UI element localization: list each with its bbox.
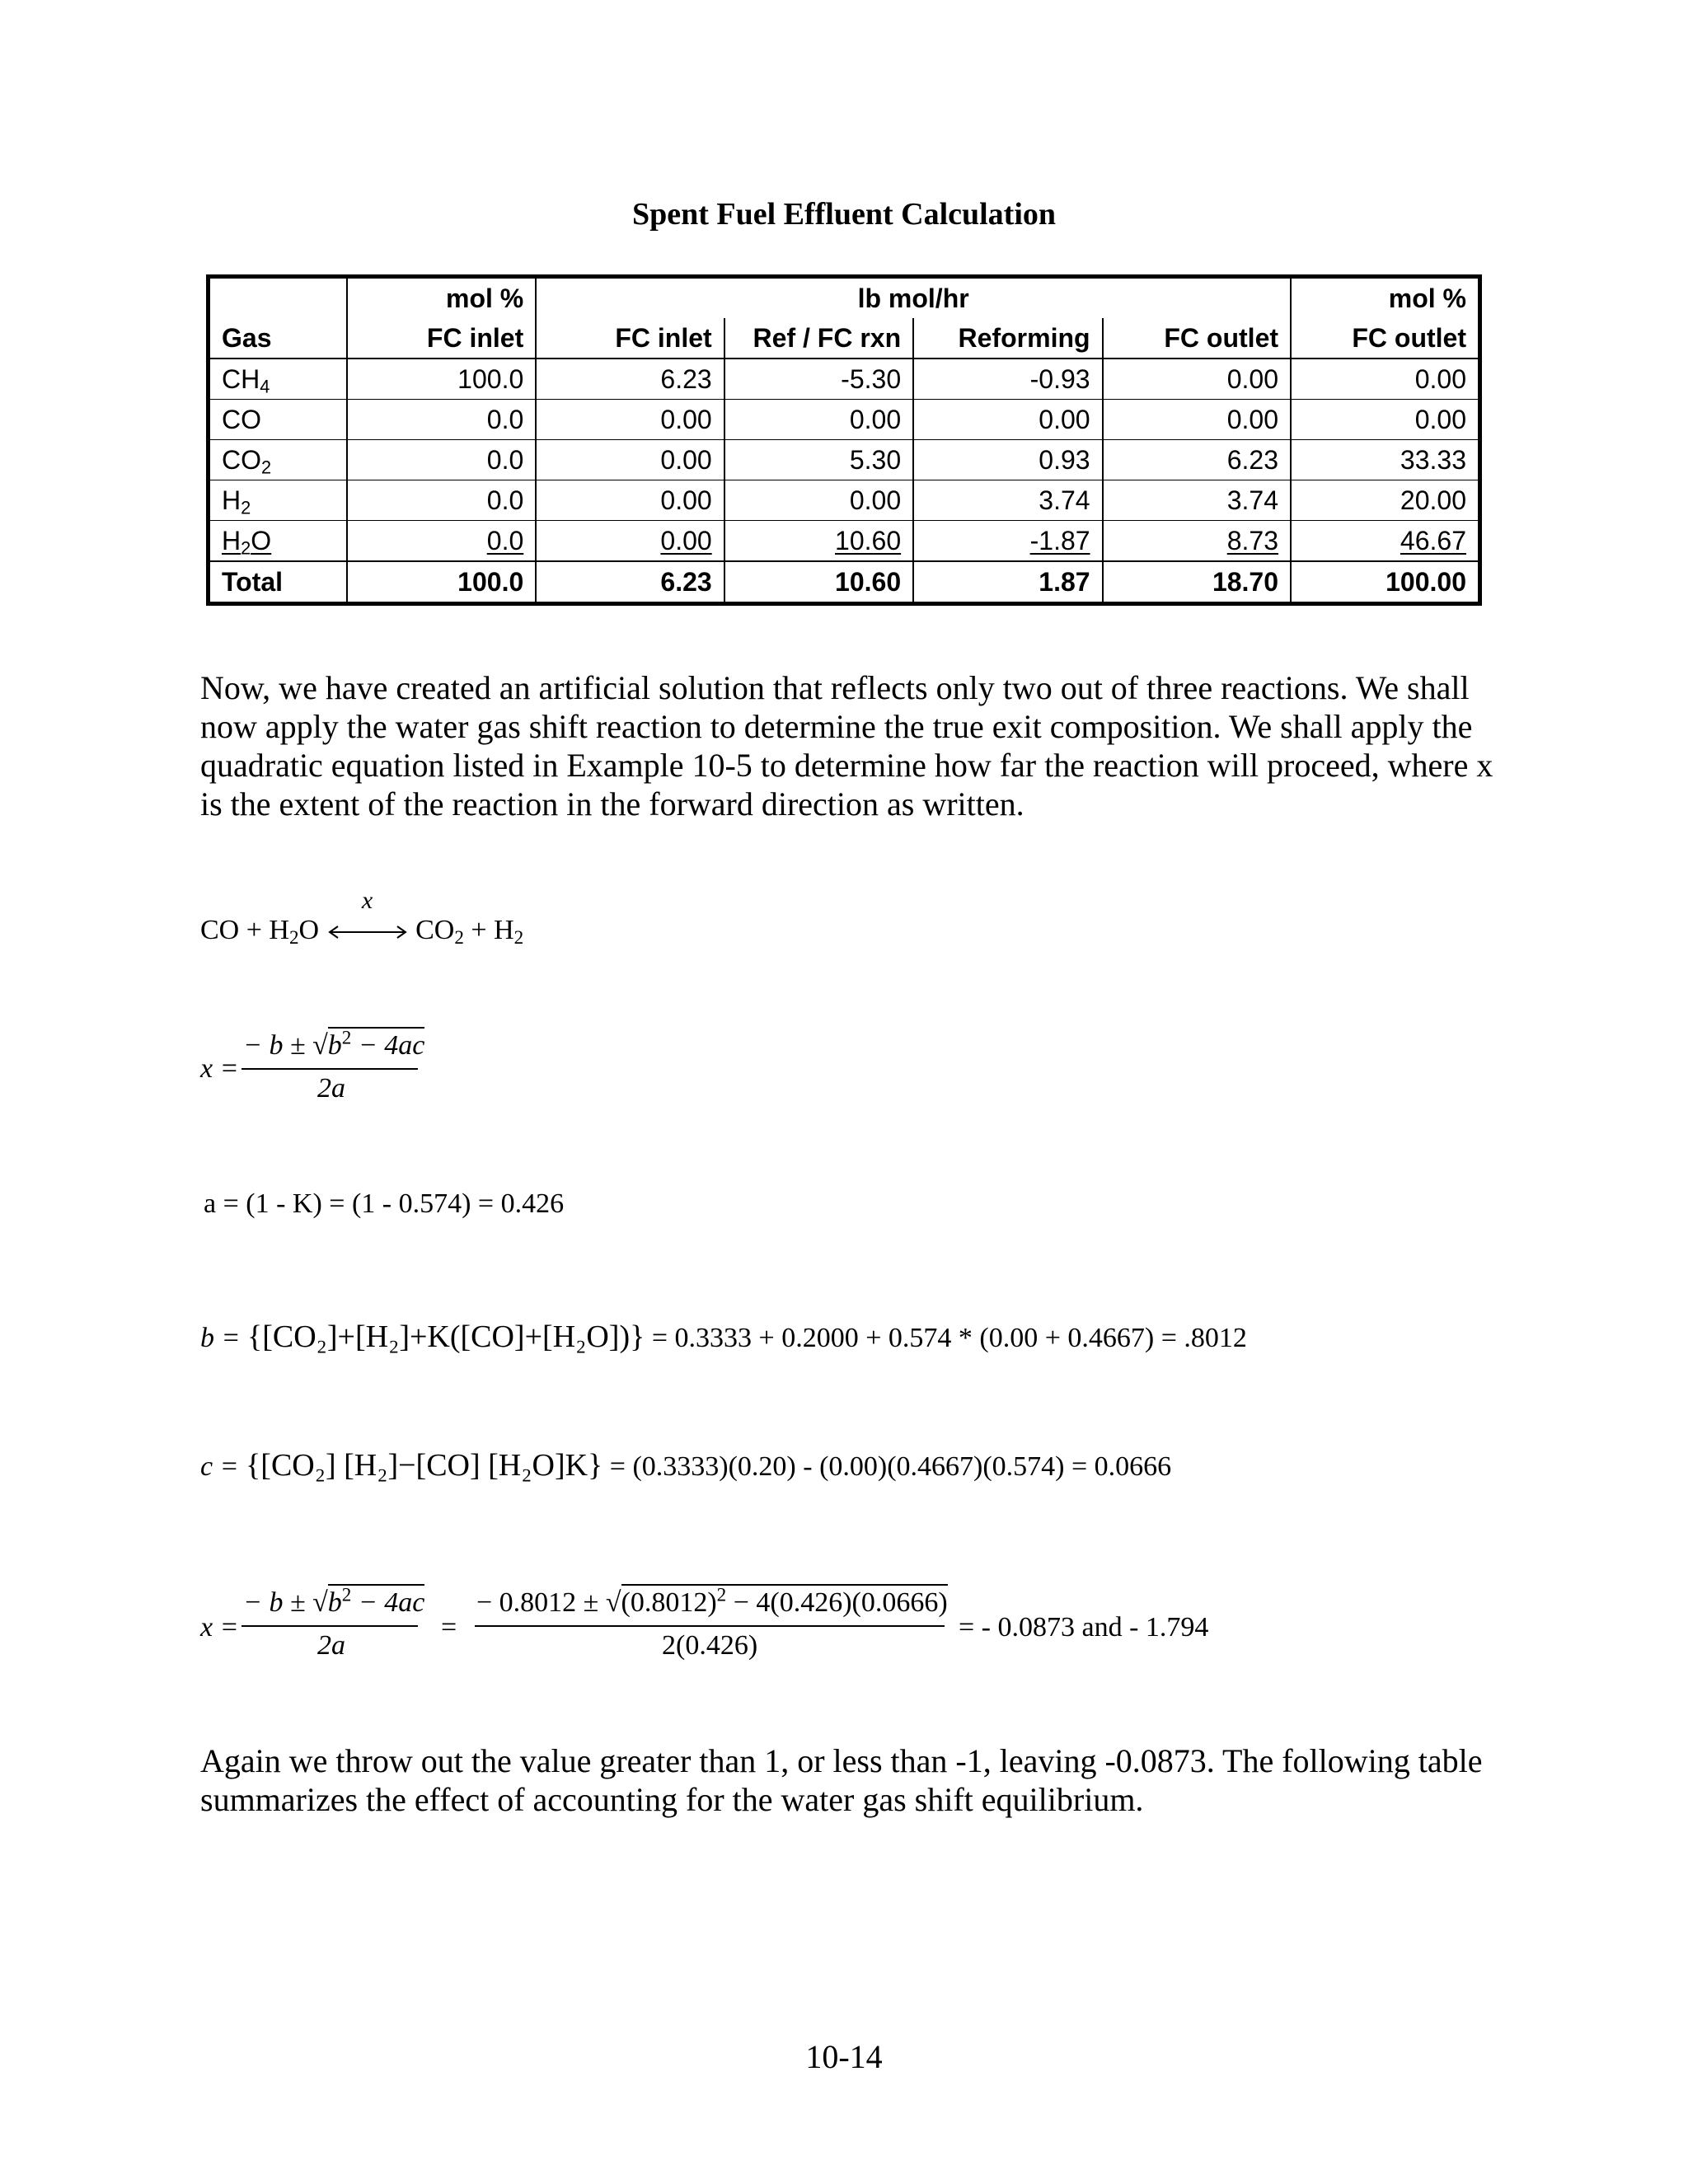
- value-cell: 0.0: [347, 440, 536, 480]
- table-row: [209, 400, 1480, 440]
- table-total-row: [209, 561, 1480, 604]
- total-cell: 100.0: [347, 561, 536, 604]
- solution-numerator: − $0.8012 \pm √(0.8012)^2 - 4(0.426)(0.0666)$: [476, 1584, 948, 1618]
- value-cell: 0.0: [347, 480, 536, 521]
- header-mol-pct-out: mol %: [1291, 277, 1479, 319]
- total-cell: 6.23: [536, 561, 724, 604]
- gas-cell: $H_2O$: [209, 521, 347, 562]
- value-cell: 0.00: [1291, 400, 1479, 440]
- value-cell: -1.87: [913, 521, 1102, 562]
- value-cell: 3.74: [1103, 480, 1291, 521]
- gas-cell: CO: [209, 400, 347, 440]
- header-mol-pct-in: mol %: [347, 277, 536, 319]
- table-row: [209, 521, 1480, 562]
- value-cell: 0.0: [347, 521, 536, 562]
- solution-quad-numerator: − $b \pm √b^2 - 4ac$: [243, 1584, 425, 1618]
- c-coefficient-line: c = {[CO₂] [H₂]−[CO] [H₂O]K} = (0.3333)(0.20) - (0.00)(0.4667)(0.574) = 0.0666: [200, 1448, 1172, 1483]
- table-row: [209, 480, 1480, 521]
- value-cell: 8.73: [1103, 521, 1291, 562]
- value-cell: 46.67: [1291, 521, 1479, 562]
- header-fc-outlet-pct: FC outlet: [1291, 318, 1479, 359]
- value-cell: 0.00: [724, 400, 913, 440]
- value-cell: 0.00: [724, 480, 913, 521]
- value-cell: 0.00: [536, 521, 724, 562]
- quad-numerator: − $b \pm √b^2 - 4ac$: [243, 1027, 425, 1061]
- table-corner-cell: [209, 277, 347, 319]
- quadratic-formula: x = − $b \pm √b^2 - 4ac$ 2a: [200, 1027, 425, 1104]
- effluent-table: [206, 274, 1482, 606]
- value-cell: -5.30: [724, 359, 913, 400]
- table-header-cols: [209, 318, 1480, 359]
- header-fc-inlet-pct: FC inlet: [347, 318, 536, 359]
- header-gas: Gas: [209, 318, 347, 359]
- table-header-top: [209, 277, 1480, 319]
- value-cell: 0.00: [1291, 359, 1479, 400]
- value-cell: 0.00: [1103, 359, 1291, 400]
- value-cell: 6.23: [1103, 440, 1291, 480]
- total-cell: 1.87: [913, 561, 1102, 604]
- header-lb-mol-hr: lb mol/hr: [536, 277, 1291, 319]
- value-cell: 0.00: [536, 440, 724, 480]
- value-cell: 0.00: [536, 480, 724, 521]
- header-fc-outlet: FC outlet: [1103, 318, 1291, 359]
- total-cell: 100.00: [1291, 561, 1479, 604]
- value-cell: 10.60: [724, 521, 913, 562]
- total-cell: 10.60: [724, 561, 913, 604]
- equilibrium-arrow: x: [326, 915, 409, 946]
- page-title: Spent Fuel Effluent Calculation: [631, 197, 1057, 232]
- a-coefficient-line: a = (1 - K) = (1 - 0.574) = 0.426: [204, 1188, 565, 1219]
- value-cell: 33.33: [1291, 440, 1479, 480]
- header-fc-inlet: FC inlet: [536, 318, 724, 359]
- page-number: 10-14: [805, 2038, 883, 2075]
- value-cell: 5.30: [724, 440, 913, 480]
- value-cell: 3.74: [913, 480, 1102, 521]
- paragraph-intro: Now, we have created an artificial solution that reflects only two out of three reactions. We shall now apply the water gas shift reaction to determine the true exit composition. We shall apply the quadratic equation listed in Example 10-5 to determine how far the reaction will proceed, where x is the extent of the reaction in the forward direction as written.: [200, 669, 1493, 823]
- fraction-bar: [241, 1625, 418, 1627]
- value-cell: 0.00: [536, 400, 724, 440]
- fraction-bar: [475, 1625, 945, 1627]
- gas-cell: $CO_2$: [209, 440, 347, 480]
- table-row: [209, 359, 1480, 400]
- value-cell: 20.00: [1291, 480, 1479, 521]
- total-cell: 18.70: [1103, 561, 1291, 604]
- b-coefficient-line: b = {[CO₂]+[H₂]+K([CO]+[H₂O])} = 0.3333 + 0.2000 + 0.574 * (0.00 + 0.4667) = .8012: [200, 1319, 1247, 1354]
- value-cell: 6.23: [536, 359, 724, 400]
- header-reforming: Reforming: [913, 318, 1102, 359]
- value-cell: -0.93: [913, 359, 1102, 400]
- table-row: [209, 440, 1480, 480]
- solution-equation: x = − $b \pm √b^2 - 4ac$ 2a = − $0.8012 \pm √(0.8012)^2 - 4(0.426)(0.0666)$ 2(0.426) = - 0.0873 and - 1.794: [200, 1584, 1209, 1661]
- value-cell: 0.93: [913, 440, 1102, 480]
- gas-cell: $H_2$: [209, 480, 347, 521]
- value-cell: 100.0: [347, 359, 536, 400]
- reaction-equation: CO + $H_2O$ x $CO_2 + H_2$: [200, 887, 524, 949]
- value-cell: 0.00: [913, 400, 1102, 440]
- gas-cell: $CH_4$: [209, 359, 347, 400]
- paragraph-conclusion: Again we throw out the value greater than 1, or less than -1, leaving -0.0873. The following table summarizes the effect of accounting for the water gas shift equilibrium.: [200, 1742, 1483, 1818]
- fraction-bar: [241, 1068, 418, 1070]
- value-cell: 0.0: [347, 400, 536, 440]
- value-cell: 0.00: [1103, 400, 1291, 440]
- header-ref-fc-rxn: Ref / FC rxn: [724, 318, 913, 359]
- total-label: Total: [209, 561, 347, 604]
